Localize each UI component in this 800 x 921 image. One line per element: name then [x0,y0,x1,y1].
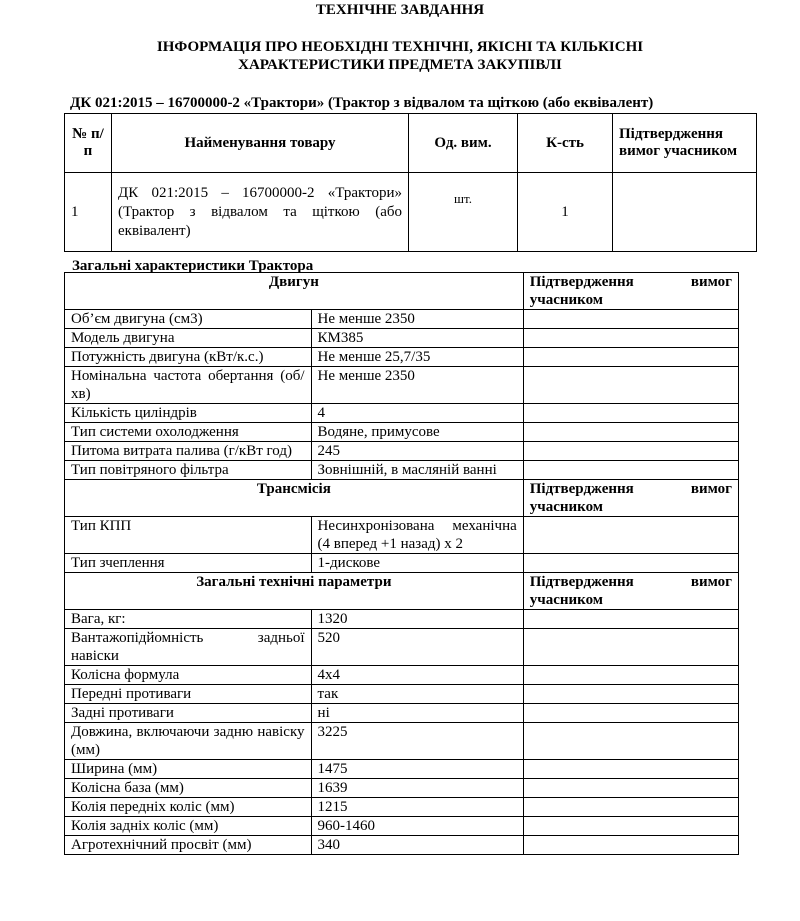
header-confirm: Підтвердження вимог учасником [613,114,757,173]
spec-value: 1639 [311,779,523,798]
spec-confirm-cell [523,836,738,855]
spec-value: Водяне, примусове [311,423,523,442]
spec-value: КМ385 [311,329,523,348]
row-unit: шт. [409,173,518,252]
spec-label: Задні противаги [65,704,312,723]
spec-value: 1215 [311,798,523,817]
spec-confirm-cell [523,723,738,760]
spec-label: Передні противаги [65,685,312,704]
subtitle-line-1: ІНФОРМАЦІЯ ПРО НЕОБХІДНІ ТЕХНІЧНІ, ЯКІСНІ ТА КІЛЬКІСНІ [156,39,644,55]
header-qty: К-сть [518,114,613,173]
spec-row [65,760,739,779]
spec-confirm-cell [523,779,738,798]
spec-confirm-cell [523,442,738,461]
transmission-header-row [65,480,739,517]
spec-label: Вага, кг: [65,610,312,629]
spec-value: Несинхронізована механічна (4 вперед +1 назад) х 2 [311,517,523,554]
spec-label: Колія задніх коліс (мм) [65,817,312,836]
spec-label: Потужність двигуна (кВт/к.с.) [65,348,312,367]
spec-row [65,442,739,461]
transmission-rows [65,517,739,573]
spec-confirm-cell [523,798,738,817]
confirm-header: Підтвердження вимог учасником [523,273,738,310]
row-confirm [613,173,757,252]
transmission-header: Трансмісія [65,480,524,517]
spec-label: Колія передніх коліс (мм) [65,798,312,817]
spec-label: Тип зчеплення [65,554,312,573]
general-rows [65,610,739,855]
confirm-header: Підтвердження вимог учасником [523,573,738,610]
spec-value: 4х4 [311,666,523,685]
spec-label: Модель двигуна [65,329,312,348]
spec-value: Не менше 2350 [311,310,523,329]
spec-row [65,423,739,442]
summary-header-row [65,114,757,173]
summary-row [65,173,757,252]
spec-confirm-cell [523,554,738,573]
spec-confirm-cell [523,610,738,629]
spec-label: Ширина (мм) [65,760,312,779]
spec-label: Питома витрата палива (г/кВт год) [65,442,312,461]
spec-row [65,329,739,348]
spec-value: 4 [311,404,523,423]
spec-confirm-cell [523,404,738,423]
row-qty: 1 [518,173,613,252]
spec-row [65,517,739,554]
section-title: Загальні характеристики Трактора [72,258,314,274]
spec-row [65,666,739,685]
header-num: № п/п [65,114,112,173]
spec-confirm-cell [523,685,738,704]
general-header-row [65,573,739,610]
spec-confirm-cell [523,348,738,367]
spec-row [65,348,739,367]
engine-header: Двигун [65,273,524,310]
summary-table [64,113,757,252]
spec-value: 1475 [311,760,523,779]
spec-row [65,836,739,855]
spec-label: Номінальна частота обертання (об/хв) [65,367,312,404]
general-header: Загальні технічні параметри [65,573,524,610]
spec-value: Не менше 2350 [311,367,523,404]
spec-value: 520 [311,629,523,666]
header-unit: Од. вим. [409,114,518,173]
spec-confirm-cell [523,329,738,348]
spec-confirm-cell [523,666,738,685]
spec-confirm-cell [523,760,738,779]
row-name: ДК 021:2015 – 16700000-2 «Трактори» (Трактор з відвалом та щіткою (або еквівалент) [112,173,409,252]
spec-row [65,779,739,798]
spec-confirm-cell [523,704,738,723]
spec-row [65,798,739,817]
spec-label: Довжина, включаючи задню навіску (мм) [65,723,312,760]
subtitle-line-2: ХАРАКТЕРИСТИКИ ПРЕДМЕТА ЗАКУПІВЛІ [238,57,562,73]
spec-label: Тип повітряного фільтра [65,461,312,480]
spec-value: Не менше 25,7/35 [311,348,523,367]
spec-row [65,310,739,329]
spec-row [65,685,739,704]
spec-label: Тип системи охолодження [65,423,312,442]
specs-table [64,272,739,855]
spec-value: 960-1460 [311,817,523,836]
spec-value: 3225 [311,723,523,760]
spec-confirm-cell [523,817,738,836]
spec-confirm-cell [523,629,738,666]
spec-label: Агротехнічний просвіт (мм) [65,836,312,855]
spec-confirm-cell [523,461,738,480]
spec-label: Вантажопідйомність задньої навіски [65,629,312,666]
spec-row [65,461,739,480]
engine-header-row [65,273,739,310]
dk-code-line: ДК 021:2015 – 16700000-2 «Трактори» (Трактор з відвалом та щіткою (або еквівалент) [70,95,654,111]
spec-row [65,554,739,573]
spec-value: 340 [311,836,523,855]
document-title: ТЕХНІЧНЕ ЗАВДАННЯ [315,2,485,18]
spec-value: ні [311,704,523,723]
header-name: Найменування товару [112,114,409,173]
spec-value: Зовнішній, в масляній ванні [311,461,523,480]
spec-confirm-cell [523,310,738,329]
spec-row [65,723,739,760]
spec-label: Колісна база (мм) [65,779,312,798]
confirm-header: Підтвердження вимог учасником [523,480,738,517]
spec-value: 245 [311,442,523,461]
spec-value: так [311,685,523,704]
spec-row [65,817,739,836]
spec-row [65,367,739,404]
spec-confirm-cell [523,367,738,404]
spec-confirm-cell [523,517,738,554]
spec-label: Об’єм двигуна (см3) [65,310,312,329]
spec-row [65,610,739,629]
document-subtitle [0,38,800,74]
spec-label: Тип КПП [65,517,312,554]
spec-label: Кількість циліндрів [65,404,312,423]
spec-label: Колісна формула [65,666,312,685]
spec-row [65,629,739,666]
spec-confirm-cell [523,423,738,442]
row-num: 1 [65,173,112,252]
spec-value: 1-дискове [311,554,523,573]
spec-row [65,404,739,423]
spec-row [65,704,739,723]
spec-value: 1320 [311,610,523,629]
engine-rows [65,310,739,480]
